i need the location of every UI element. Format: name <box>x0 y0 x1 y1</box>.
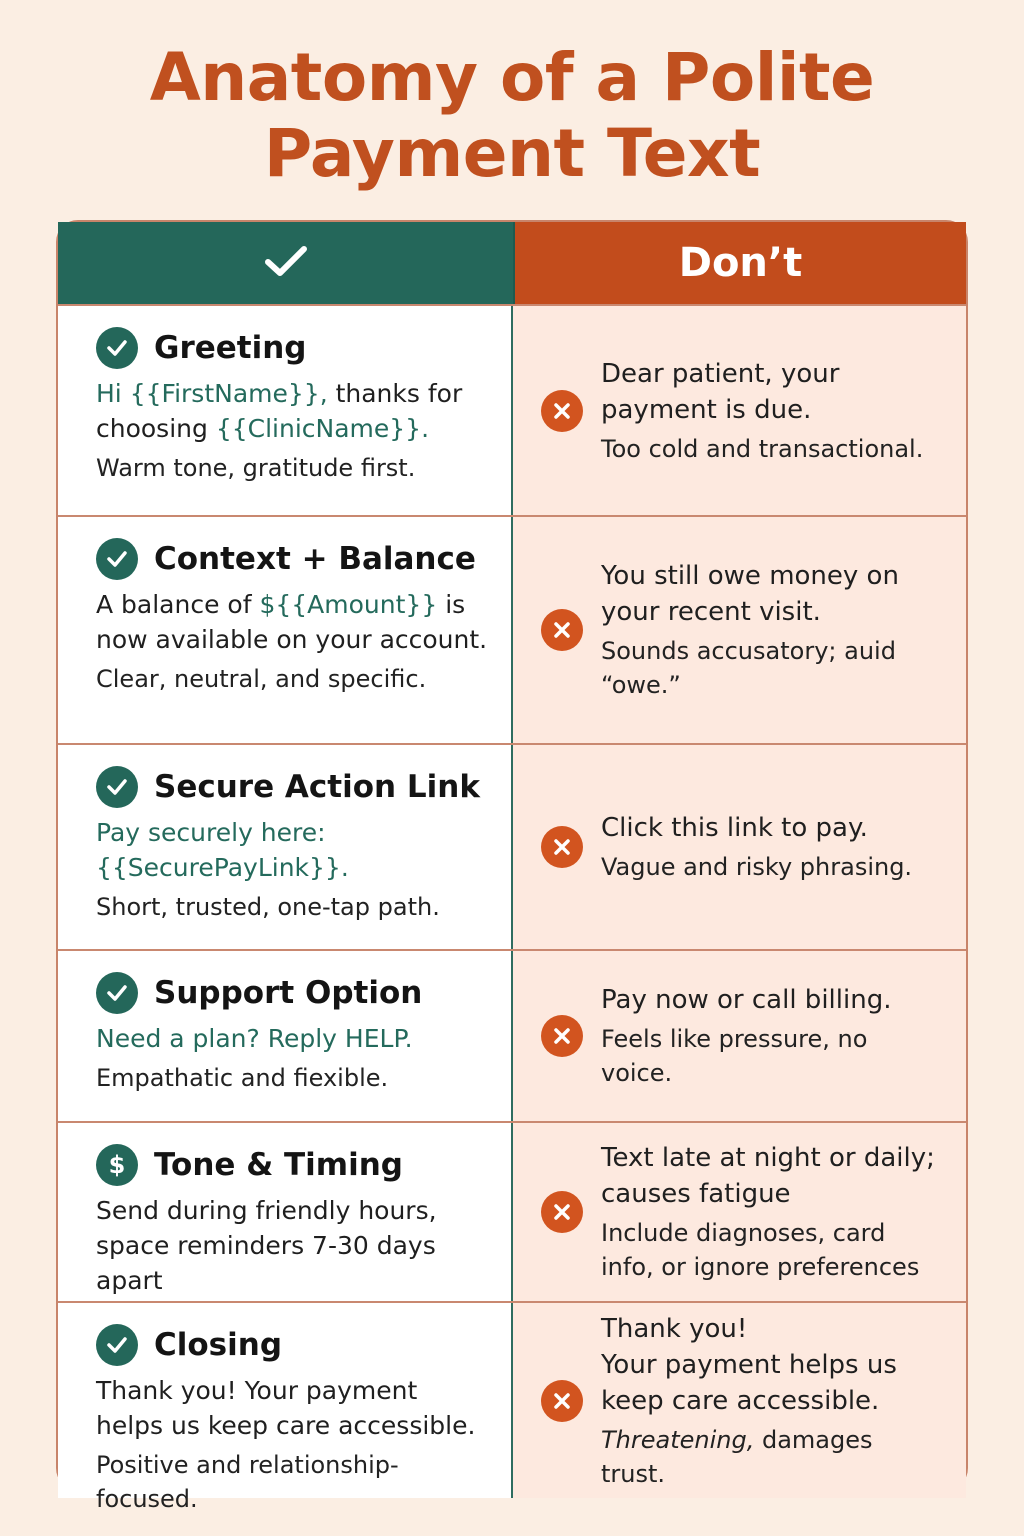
page-title <box>0 40 1024 192</box>
check-circle-icon <box>96 1324 138 1366</box>
do-cell <box>58 306 513 515</box>
dont-note: Include diagnoses, card info, or ignore preferences <box>601 1219 920 1281</box>
do-message: Thank you! Your payment helps us keep care accessible. <box>96 1376 476 1440</box>
dont-message: Text late at night or daily; causes fatigue <box>601 1143 935 1209</box>
do-note: Clear, neutral, and specific. <box>96 665 427 693</box>
do-note: Empathatic and fiexible. <box>96 1064 389 1092</box>
do-message: Pay securely here: {{SecurePayLink}}. <box>96 818 349 882</box>
do-message: A balance of ${{Amount}} is now available on your account. <box>96 590 488 654</box>
do-note: Warm tone, gratitude first. <box>96 454 416 482</box>
dont-cell <box>513 951 966 1121</box>
check-circle-icon <box>96 972 138 1014</box>
dont-note: Feels like pressure, no voice. <box>601 1025 868 1087</box>
dont-cell <box>513 517 966 743</box>
do-cell <box>58 951 513 1121</box>
row-heading <box>96 763 491 811</box>
dont-column-header: Don’t <box>515 222 966 304</box>
dont-note: Sounds accusatory; auid “owe.” <box>601 637 896 699</box>
table-header <box>58 222 966 304</box>
row-title: Closing <box>154 1327 283 1363</box>
comparison-table <box>56 220 968 1513</box>
row-heading <box>96 324 491 372</box>
x-circle-icon <box>541 1015 583 1057</box>
row-title: Support Option <box>154 975 423 1011</box>
row-title: Context + Balance <box>154 541 476 577</box>
table-row-context-balance <box>58 515 966 743</box>
dont-message: Pay now or call billing. <box>601 985 892 1015</box>
dont-note: Too cold and transactional. <box>601 434 924 463</box>
do-message: Send during friendly hours, space reminders 7-30 days apart <box>96 1196 437 1295</box>
row-title: Greeting <box>154 330 307 366</box>
table-row-tone-timing <box>58 1121 966 1301</box>
dont-message: Your payment helps us keep care accessible. <box>601 1349 897 1416</box>
do-column-header <box>58 222 515 304</box>
x-circle-icon <box>541 1380 583 1422</box>
table-row-closing <box>58 1301 966 1513</box>
row-title: Secure Action Link <box>154 769 480 805</box>
x-circle-icon <box>541 390 583 432</box>
do-cell <box>58 1123 513 1301</box>
dont-message: Dear patient, your payment is due. <box>601 358 840 425</box>
x-circle-icon <box>541 826 583 868</box>
row-heading <box>96 535 491 583</box>
do-cell <box>58 517 513 743</box>
dont-note: Threatening, damages trust. <box>601 1425 873 1488</box>
dollar-circle-icon: $ <box>96 1144 138 1186</box>
dont-message-line1: Thank you! <box>601 1313 748 1344</box>
row-title: Tone & Timing <box>154 1147 403 1183</box>
check-circle-icon <box>96 766 138 808</box>
do-cell <box>58 745 513 949</box>
dont-message: You still owe money on your recent visit. <box>601 561 899 627</box>
table-row-greeting <box>58 304 966 515</box>
title-line-2: Payment Text <box>263 115 761 192</box>
dont-message: Click this link to pay. <box>601 813 868 843</box>
row-heading <box>96 1141 491 1189</box>
do-cell <box>58 1303 513 1513</box>
check-circle-icon <box>96 327 138 369</box>
x-circle-icon <box>541 609 583 651</box>
title-line-1: Anatomy of a Polite <box>149 39 875 116</box>
check-circle-icon <box>96 538 138 580</box>
do-note: Positive and relationship-focused. <box>96 1451 399 1513</box>
row-heading <box>96 969 491 1017</box>
dont-cell <box>513 1123 966 1301</box>
table-row-support-option <box>58 949 966 1121</box>
table-row-secure-action-link <box>58 743 966 949</box>
do-message: Hi {{FirstName}}, thanks for choosing {{ClinicName}}. <box>96 379 463 443</box>
dont-cell <box>513 306 966 515</box>
dont-cell <box>513 1303 966 1498</box>
row-heading <box>96 1321 491 1369</box>
dont-note: Vague and risky phrasing. <box>601 853 913 881</box>
do-note: Short, trusted, one-tap path. <box>96 893 440 921</box>
dont-cell <box>513 745 966 949</box>
do-message: Need a plan? Reply HELP. <box>96 1024 413 1053</box>
x-circle-icon <box>541 1191 583 1233</box>
check-icon <box>264 244 308 282</box>
